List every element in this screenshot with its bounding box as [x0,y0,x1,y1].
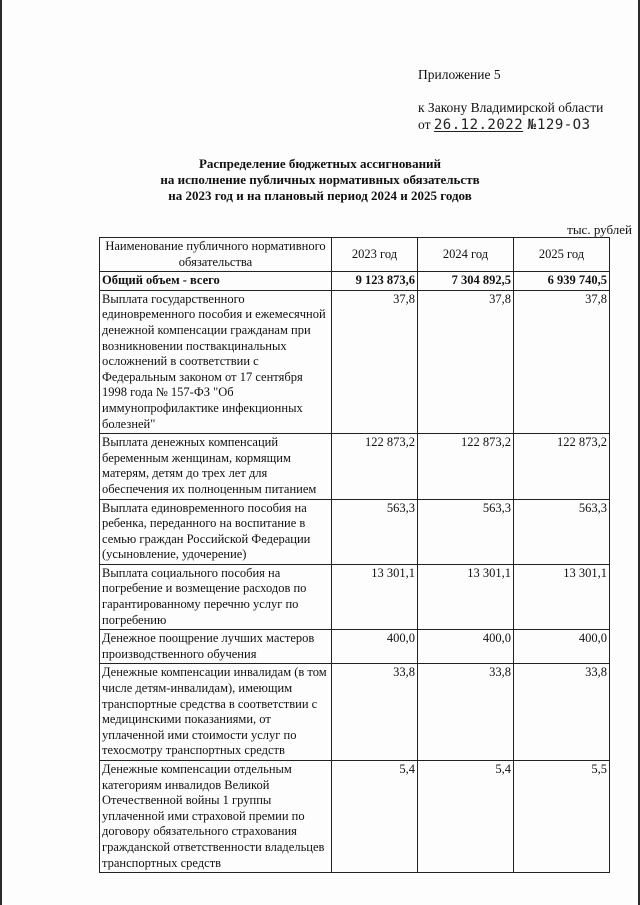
table-row [100,761,610,873]
row-value-2023: 33,8 [332,664,418,761]
row-value-2025: 122 873,2 [514,434,610,499]
row-value-2025: 400,0 [514,630,610,664]
row-value-2024: 563,3 [418,499,514,564]
row-value-2024: 13 301,1 [418,564,514,629]
table-header-row [100,238,610,272]
total-2023: 9 123 873,6 [332,272,418,291]
row-name: Денежное поощрение лучших мастеров производственного обучения [100,630,332,664]
title-line-3: на 2023 год и на плановый период 2024 и 2025 годов [168,188,472,203]
appendix-header [418,66,603,134]
title-line-2: на исполнение публичных нормативных обязательств [160,172,480,187]
units-label: тыс. рублей [567,222,632,237]
row-name: Денежные компенсации отдельным категориям инвалидов Великой Отечественной войны 1 группы уплаченной ими страховой премии по договору обязательного страхования гражданской ответственности владельцев транспортных средств [100,761,332,873]
table-row [100,434,610,499]
row-value-2023: 400,0 [332,630,418,664]
total-label: Общий объем - всего [100,272,332,291]
row-value-2023: 122 873,2 [332,434,418,499]
budget-table [99,237,610,873]
table-row [100,499,610,564]
row-value-2024: 400,0 [418,630,514,664]
row-value-2025: 33,8 [514,664,610,761]
header-2023: 2023 год [332,238,418,272]
row-value-2023: 5,4 [332,761,418,873]
row-name: Выплата социального пособия на погребение и возмещение расходов по гарантированному перечню услуг по погребению [100,564,332,629]
header-2024: 2024 год [418,238,514,272]
document-title [0,156,640,204]
header-2025: 2025 год [514,238,610,272]
law-number: 129-ОЗ [536,117,591,133]
row-name: Выплата государственного единовременного пособия и ежемесячной денежной компенсации гражданам при возникновении поствакцинальных осложнений в соответствии с Федеральным законом от 17 сентября 1998 года № 157-ФЗ "Об иммунопрофилактике инфекционных болезней" [100,290,332,433]
total-2025: 6 939 740,5 [514,272,610,291]
row-name: Выплата единовременного пособия на ребенка, переданного на воспитание в семью граждан Российской Федерации (усыновление, удочерение) [100,499,332,564]
appendix-label: Приложение 5 [418,67,501,82]
law-date-line [418,116,603,134]
row-value-2023: 37,8 [332,290,418,433]
table-row [100,290,610,433]
row-value-2025: 13 301,1 [514,564,610,629]
row-name: Денежные компенсации инвалидам (в том числе детям-инвалидам), имеющим транспортные средства в соответствии с медицинскими показаниями, от уплаченной ими стоимости услуг по техосмотру транспортных средств [100,664,332,761]
law-date: 26.12.2022 [433,117,524,133]
table-row [100,564,610,629]
row-value-2023: 563,3 [332,499,418,564]
row-value-2025: 563,3 [514,499,610,564]
header-name: Наименование публичного нормативного обязательства [100,238,332,272]
table-row [100,630,610,664]
row-value-2025: 37,8 [514,290,610,433]
row-value-2024: 37,8 [418,290,514,433]
row-value-2024: 33,8 [418,664,514,761]
row-name: Выплата денежных компенсаций беременным женщинам, кормящим матерям, детям до трех лет для обеспечения их полноценным питанием [100,434,332,499]
row-value-2024: 5,4 [418,761,514,873]
date-prefix: от [418,117,431,132]
row-value-2023: 13 301,1 [332,564,418,629]
total-2024: 7 304 892,5 [418,272,514,291]
table-row [100,664,610,761]
row-value-2025: 5,5 [514,761,610,873]
law-reference: к Закону Владимирской области [418,100,604,115]
title-line-1: Распределение бюджетных ассигнований [198,156,442,171]
number-mark: № [527,117,536,133]
page-edge-left [0,0,2,905]
row-value-2024: 122 873,2 [418,434,514,499]
total-row [100,272,610,291]
